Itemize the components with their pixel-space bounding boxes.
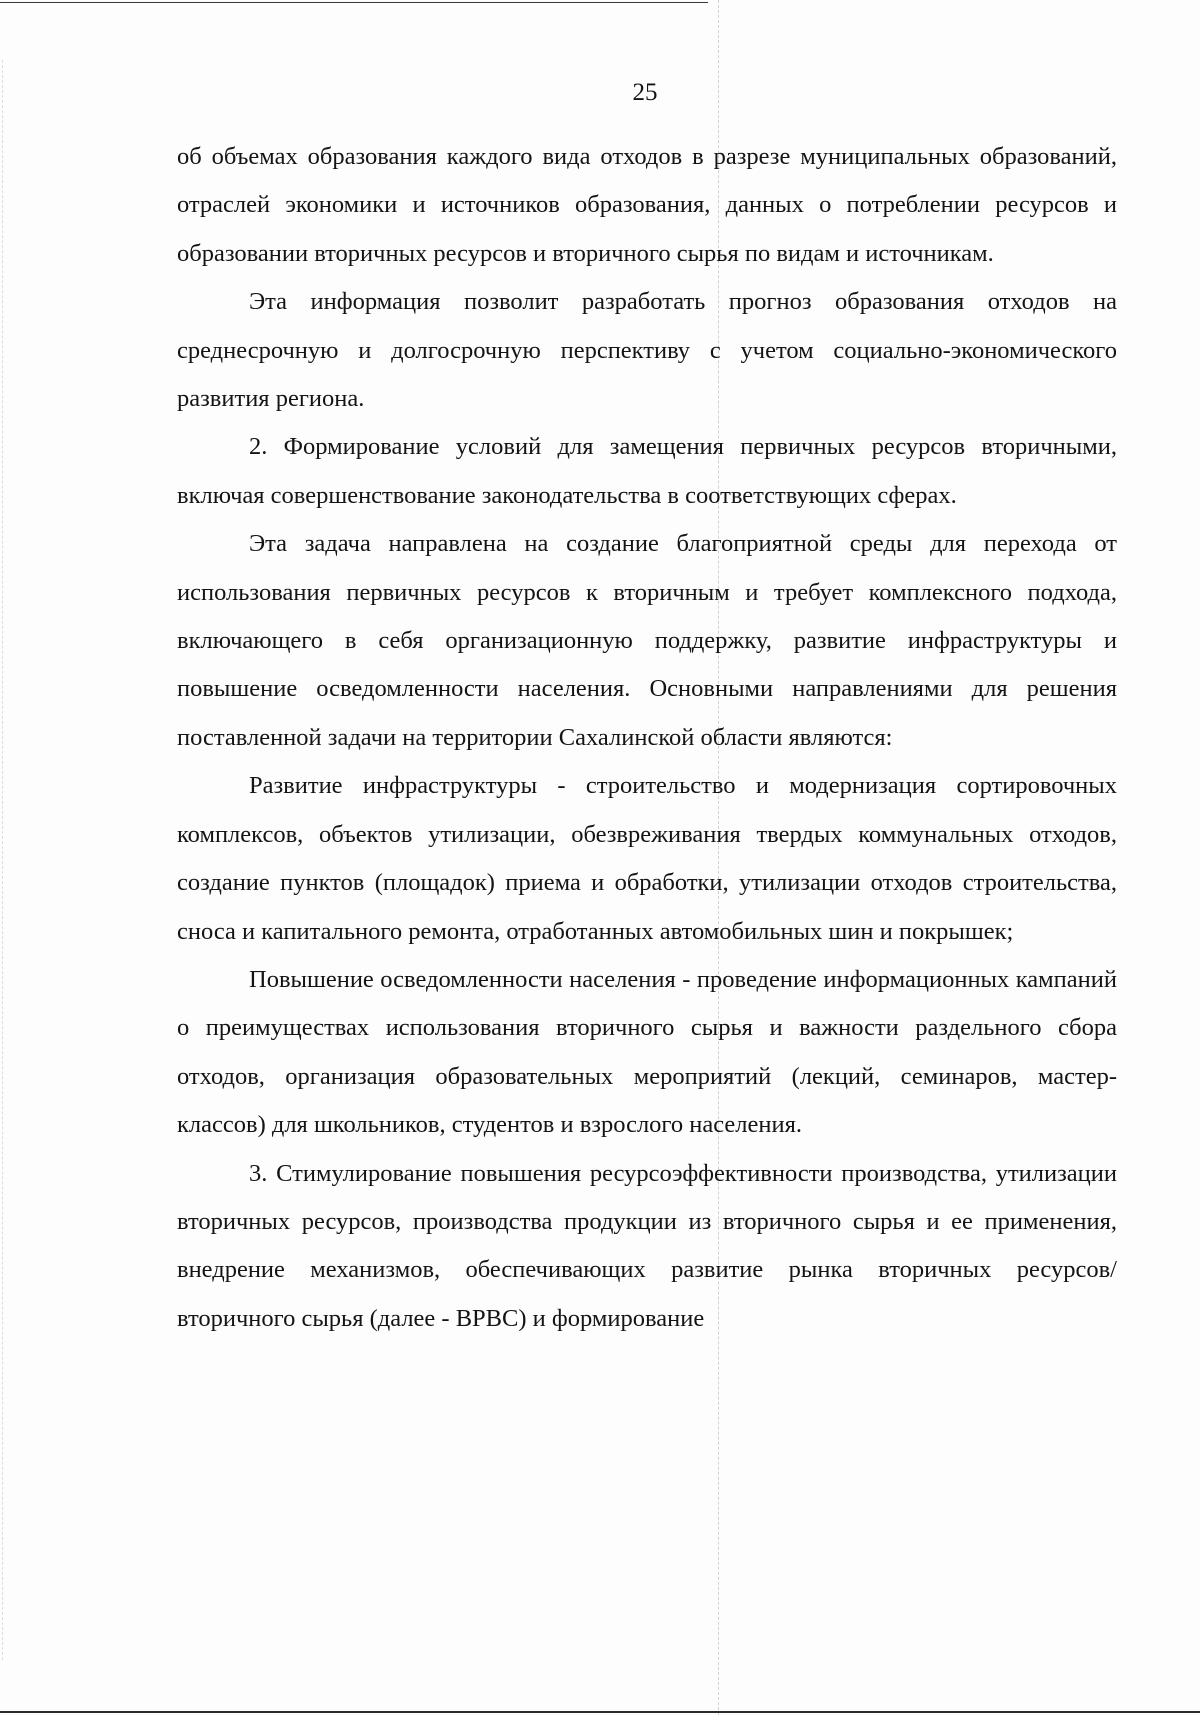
paragraph-infrastructure: Развитие инфраструктуры - строительство и модернизация сортировочных комплексов, объектов утилизации, обезвреживания твердых коммунальных отходов, создание пунктов (площадок) приема и обработки, утилизации отходов строительства, сноса и капитального ремонта, отработанных автомобильных шин и покрышек;	[177, 772, 1117, 945]
paragraph-task-2: 2. Формирование условий для замещения первичных ресурсов вторичными, включая совершенствование законодательства в соответствующих сферах.	[177, 433, 1117, 509]
page-number: 25	[632, 79, 658, 106]
scan-bottom-border	[0, 1711, 1200, 1713]
scan-left-edge	[2, 60, 3, 1660]
document-body	[177, 133, 1117, 1343]
paragraph-forecast: Эта информация позволит разработать прогноз образования отходов на среднесрочную и долгосрочную перспективу с учетом социально-экономического развития региона.	[177, 288, 1117, 413]
scan-top-border	[0, 2, 708, 3]
paragraph-continuation: об объемах образования каждого вида отходов в разрезе муниципальных образований, отраслей экономики и источников образования, данных о потреблении ресурсов и образовании вторичных ресурсов и вторичного сырья по видам и источникам.	[177, 143, 1117, 267]
paragraph-task-2-description: Эта задача направлена на создание благоприятной среды для перехода от использования первичных ресурсов к вторичным и требует комплексного подхода, включающего в себя организационную поддержку, развитие инфраструктуры и повышение осведомленности населения. Основными направлениями для решения поставленной задачи на территории Сахалинской области являются:	[177, 530, 1117, 751]
paragraph-awareness: Повышение осведомленности населения - проведение информационных кампаний о преимуществах использования вторичного сырья и важности раздельного сбора отходов, организация образовательных мероприятий (лекций, семинаров, мастер-классов) для школьников, студентов и взрослого населения.	[177, 965, 1117, 1139]
paragraph-task-3: 3. Стимулирование повышения ресурсоэффективности производства, утилизации вторичных ресурсов, производства продукции из вторичного сырья и ее применения, внедрение механизмов, обеспечивающих развитие рынка вторичных ресурсов/ вторичного сырья (далее - ВРВС) и формирование	[177, 1159, 1117, 1332]
